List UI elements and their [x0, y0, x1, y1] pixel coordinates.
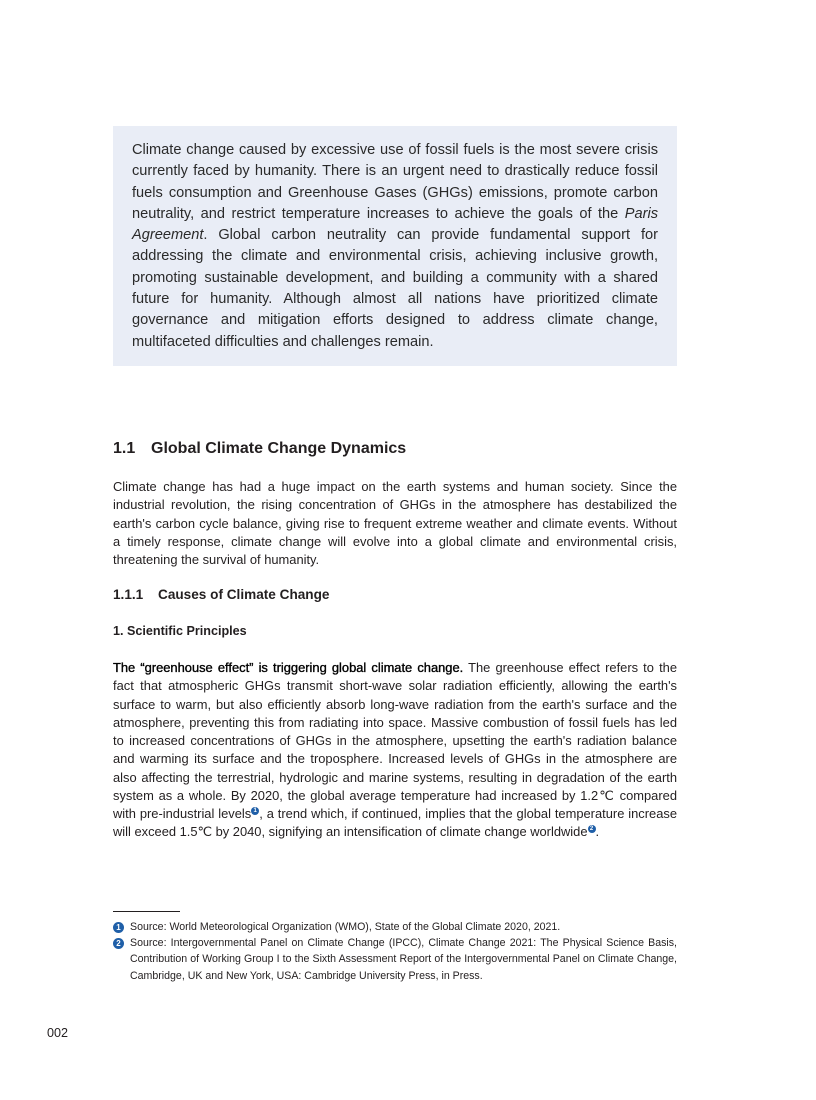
abstract-text [132, 140, 658, 353]
paragraph-text: . [595, 824, 600, 840]
paragraph-text: The greenhouse effect refers to the fact that atmospheric GHGs transmit short-wave solar radiation efficiently, allowing the earth's surface to warm, but also efficiently absorb long-wave radiation from the earth's surface and the atmosphere, preventing this from radiating into space. Massive combustion of fossil fuels has led to increased concentrations of GHGs in the atmosphere, upsetting the earth's radiation balance and warming its surface and the troposphere. Increased levels of GHGs in the atmosphere are also affecting the terrestrial, hydrologic and marine systems, resulting in degradation of the earth system as a whole. By 2020, the global average temperature had increased by 1.2℃ compared with pre-industrial levels [113, 660, 677, 821]
paris-agreement-italic: Paris Agreement [132, 205, 658, 244]
footnote-1 [113, 919, 677, 935]
paragraph-text: , a trend which, if continued, implies that the global temperature increase will exceed 1.5℃ by 2040, signifying an intensification of climate change worldwide [113, 806, 677, 840]
intro-paragraph: Climate change has had a huge impact on the earth systems and human society. Since the industrial revolution, the rising concentration of GHGs in the atmosphere has destabilized the earth's carbon cycle balance, giving rise to frequent extreme weather and climate events. Without a timely response, climate change will evolve into a global climate and environmental crisis, threatening the survival of humanity. [113, 479, 677, 568]
section-title: Global Climate Change Dynamics [151, 440, 407, 457]
footnote-ref-1[interactable]: 1 [251, 807, 259, 815]
footnote-divider [113, 911, 180, 912]
abstract-text-part: Climate change caused by excessive use of fossil fuels is the most severe crisis currently faced by humanity. There is an urgent need to drastically reduce fossil fuels consumption and Greenhouse Gases (GHGs) emissions, promote carbon neutrality, and restrict temperature increases to achieve the goals of the [132, 142, 658, 222]
footnote-text: Source: World Meteorological Organization (WMO), State of the Global Climate 2020, 2021. [130, 921, 561, 933]
section-number: 1.1 [113, 440, 136, 457]
footnote-ref-2[interactable]: 2 [588, 825, 596, 833]
subsection-number: 1.1.1 [113, 587, 144, 602]
footnotes [113, 919, 677, 984]
section-heading [113, 440, 406, 458]
subsection-title: Causes of Climate Change [158, 587, 330, 602]
abstract-text-part: . Global carbon neutrality can provide fundamental support for addressing the climate and environmental crisis, achieving inclusive growth, promoting sustainable development, and building a community with a shared future for humanity. Although almost all nations have prioritized climate governance and mitigation efforts designed to address climate change, multifaceted difficulties and challenges remain. [132, 227, 658, 350]
subsection-heading [113, 587, 329, 602]
footnote-2 [113, 935, 677, 984]
footnote-text: Source: Intergovernmental Panel on Climate Change (IPCC), Climate Change 2021: The Physical Science Basis, Contribution of Working Group I to the Sixth Assessment Report of the Intergovernmental Panel on Climate Change, Cambridge, UK and New York, USA: Cambridge University Press, in Press. [130, 937, 677, 982]
page-number: 002 [47, 1026, 69, 1040]
main-paragraph [113, 659, 677, 842]
abstract-box [113, 126, 677, 366]
footnote-marker: 2 [113, 938, 124, 949]
footnote-marker: 1 [113, 922, 124, 933]
subsubsection-heading: 1. Scientific Principles [113, 624, 247, 638]
paragraph-lead: The “greenhouse effect” is triggering global climate change. [113, 660, 464, 675]
